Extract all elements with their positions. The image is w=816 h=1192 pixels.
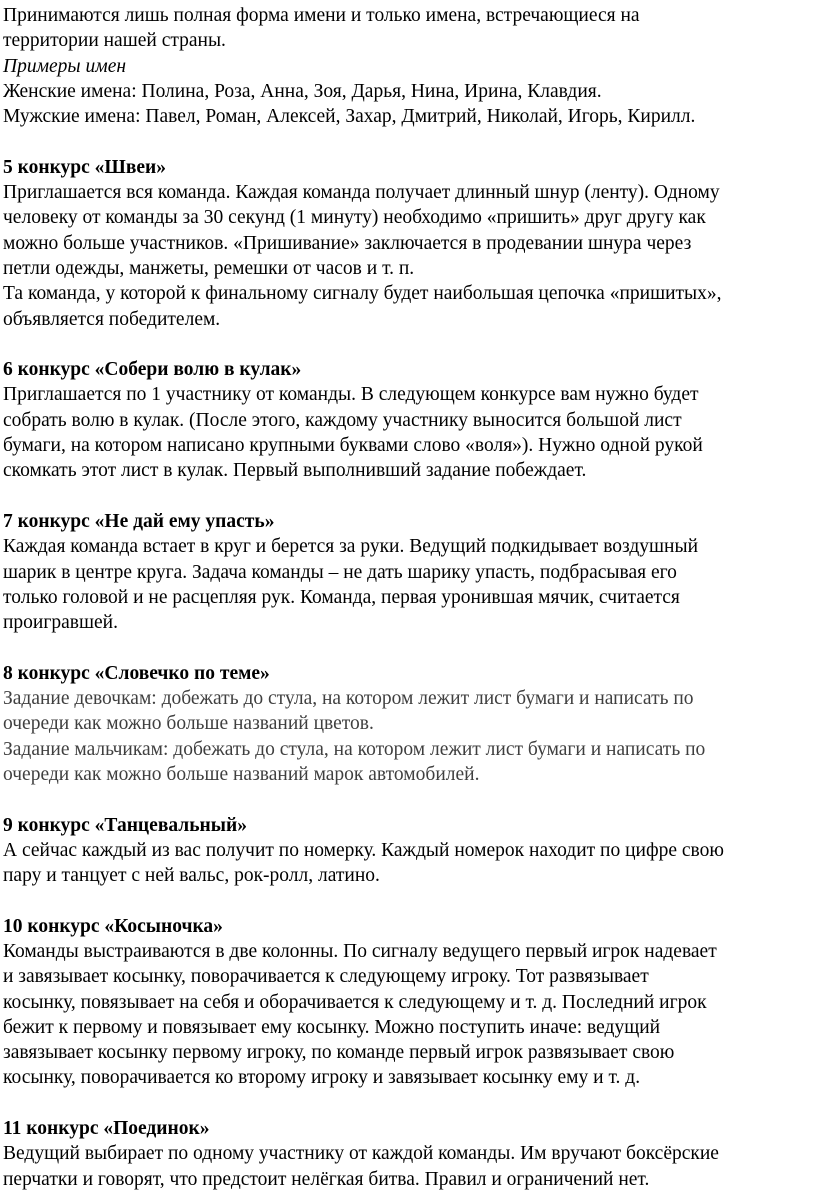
section-text-line: собрать волю в кулак. (После этого, каждому участнику выносится большой лист bbox=[3, 409, 682, 431]
section-text-line: бумаги, на котором написано крупными буквами слово «воля»). Нужно одной рукой bbox=[3, 435, 703, 457]
intro-line: Принимаются лишь полная форма имени и только имена, встречающиеся на bbox=[3, 5, 640, 26]
section-text-line: очереди как можно больше названий марок автомобилей. bbox=[3, 763, 480, 785]
spacer bbox=[3, 484, 816, 509]
section-text-line: шарик в центре круга. Задача команды – не дать шарику упасть, подбрасывая его bbox=[3, 561, 677, 583]
spacer bbox=[3, 888, 816, 913]
section-text-line: петли одежды, манжеты, ремешки от часов и т. п. bbox=[3, 257, 415, 279]
section-text-line: проигравшей. bbox=[3, 612, 118, 634]
spacer bbox=[3, 1091, 816, 1116]
section-text-line: Задание мальчикам: добежать до стула, на котором лежит лист бумаги и написать по bbox=[3, 738, 706, 760]
section-text-line: и завязывает косынку, поворачивается к следующему игроку. Тот развязывает bbox=[3, 966, 649, 988]
spacer bbox=[3, 332, 816, 357]
section-contest-10 bbox=[3, 914, 816, 1091]
section-contest-9 bbox=[3, 813, 816, 889]
section-title: 11 конкурс «Поединок» bbox=[3, 1118, 210, 1140]
section-text-line: косынку, повязывает на себя и оборачивается к следующему и т. д. Последний игрок bbox=[3, 991, 707, 1013]
section-text-line: Приглашается вся команда. Каждая команда получает длинный шнур (ленту). Одному bbox=[3, 182, 720, 204]
section-text-line: А сейчас каждый из вас получит по номерку. Каждый номерок находит по цифре свою bbox=[3, 839, 724, 861]
section-text-line: объявляется победителем. bbox=[3, 308, 221, 330]
section-text-line: перчатки и говорят, что предстоит нелёгкая битва. Правил и ограничений нет. bbox=[3, 1168, 650, 1190]
female-names: Женские имена: Полина, Роза, Анна, Зоя, Дарья, Нина, Ирина, Клавдия. bbox=[3, 80, 602, 102]
spacer bbox=[3, 787, 816, 812]
section-text-line: очереди как можно больше названий цветов. bbox=[3, 713, 374, 735]
section-contest-6 bbox=[3, 357, 816, 483]
section-text-line: Приглашается по 1 участнику от команды. В следующем конкурсе вам нужно будет bbox=[3, 384, 699, 406]
section-contest-5 bbox=[3, 155, 816, 332]
section-text-line: скомкать этот лист в кулак. Первый выполнивший задание побеждает. bbox=[3, 460, 587, 482]
spacer bbox=[3, 129, 816, 154]
section-title: 5 конкурс «Швеи» bbox=[3, 156, 167, 178]
section-title: 7 конкурс «Не дай ему упасть» bbox=[3, 510, 275, 532]
section-text-line: Команды выстраиваются в две колонны. По сигналу ведущего первый игрок надевает bbox=[3, 940, 717, 962]
section-contest-8 bbox=[3, 661, 816, 787]
section-text-line: пару и танцует с ней вальс, рок-ролл, латино. bbox=[3, 865, 380, 887]
section-title: 6 конкурс «Собери волю в кулак» bbox=[3, 359, 302, 381]
section-text-line: только головой и не расцепляя рук. Команда, первая уронившая мячик, считается bbox=[3, 586, 680, 608]
section-text-line: завязывает косынку первому игроку, по команде первый игрок развязывает свою bbox=[3, 1042, 675, 1064]
section-title: 10 конкурс «Косыночка» bbox=[3, 915, 223, 937]
section-text-line: Задание девочкам: добежать до стула, на котором лежит лист бумаги и написать по bbox=[3, 688, 694, 710]
section-contest-7 bbox=[3, 509, 816, 635]
section-text-line: бежит к первому и повязывает ему косынку. Можно поступить иначе: ведущий bbox=[3, 1016, 661, 1038]
intro-block bbox=[3, 3, 816, 129]
section-text-line: можно больше участников. «Пришивание» заключается в продевании шнура через bbox=[3, 232, 692, 254]
section-title: 9 конкурс «Танцевальный» bbox=[3, 814, 247, 836]
section-text-line: человеку от команды за 30 секунд (1 минуту) необходимо «пришить» друг другу как bbox=[3, 207, 706, 229]
spacer bbox=[3, 635, 816, 660]
section-text-line: косынку, поворачивается ко второму игроку и завязывает косынку ему и т. д. bbox=[3, 1067, 641, 1089]
section-text-line: Ведущий выбирает по одному участнику от каждой команды. Им вручают боксёрские bbox=[3, 1143, 719, 1165]
section-title: 8 конкурс «Словечко по теме» bbox=[3, 662, 270, 684]
section-text-line: Та команда, у которой к финальному сигналу будет наибольшая цепочка «пришитых», bbox=[3, 283, 722, 305]
examples-heading: Примеры имен bbox=[3, 55, 127, 77]
section-contest-11 bbox=[3, 1116, 816, 1192]
male-names: Мужские имена: Павел, Роман, Алексей, Захар, Дмитрий, Николай, Игорь, Кирилл. bbox=[3, 106, 696, 128]
section-text-line: Каждая команда встает в круг и берется за руки. Ведущий подкидывает воздушный bbox=[3, 536, 699, 558]
intro-line: территории нашей страны. bbox=[3, 30, 226, 52]
